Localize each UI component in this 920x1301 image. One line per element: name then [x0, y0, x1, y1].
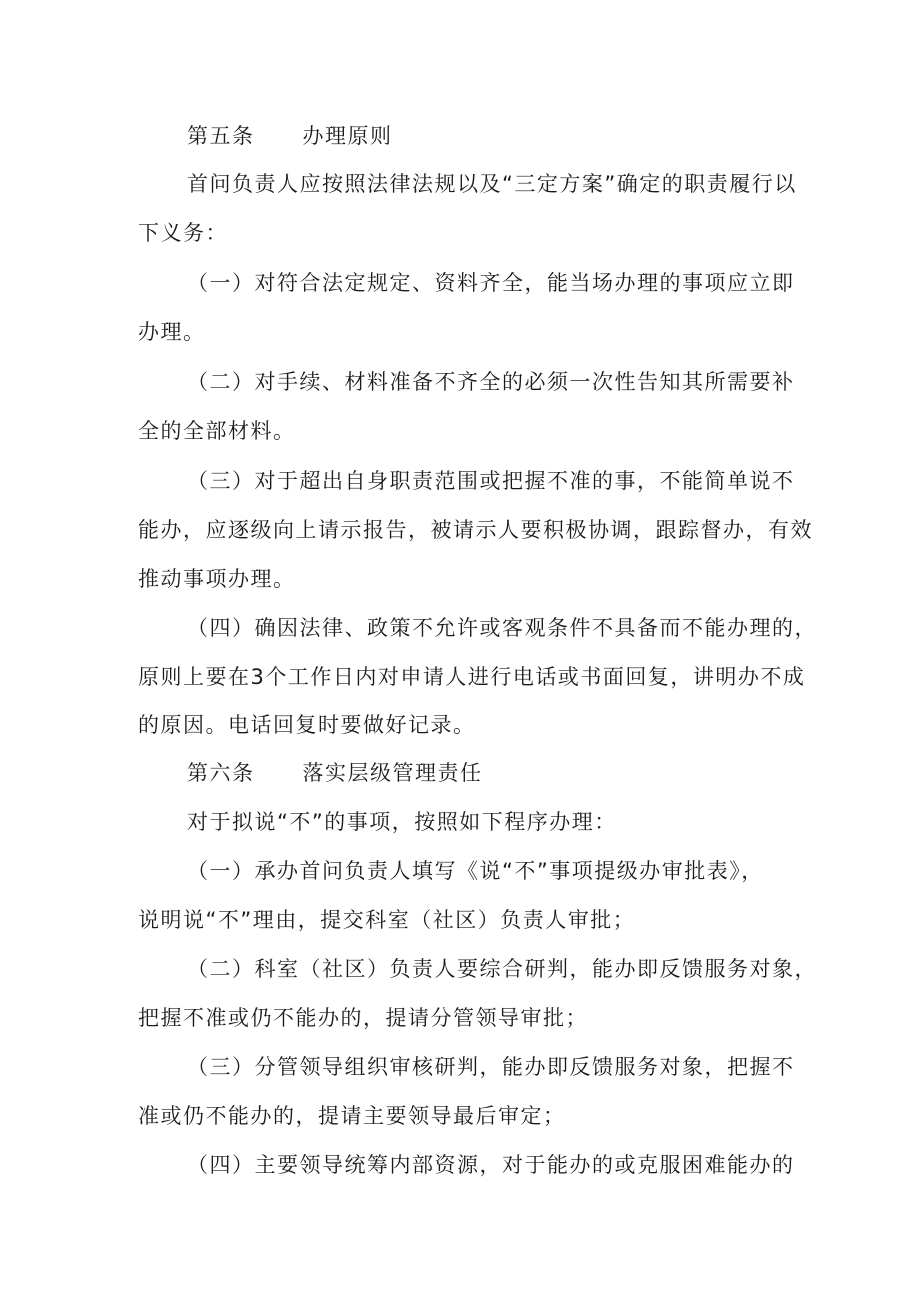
- article6-number: 第六条: [187, 761, 255, 785]
- article5-intro-line1: 首问负责人应按照法律法规以及“三定方案”确定的职责履行以: [187, 172, 797, 196]
- article5-item2-line1: （二）对手续、材料准备不齐全的必须一次性告知其所需要补: [187, 370, 795, 394]
- article6-item1-line2: 说明说“不”理由，提交科室（社区）负责人审批；: [138, 908, 636, 932]
- article5-heading: [187, 121, 837, 151]
- article6-heading: [187, 758, 837, 788]
- article6-title: 落实层级管理责任: [302, 761, 483, 785]
- article5-number: 第五条: [187, 124, 255, 148]
- article6-item3-line2: 准或仍不能办的，提请主要领导最后审定；: [138, 1104, 566, 1128]
- article6-item4-line1: （四）主要领导统筹内部资源，对于能办的或克服困难能办的: [187, 1153, 795, 1177]
- article5-item1-line1: （一）对符合法定规定、资料齐全，能当场办理的事项应立即: [187, 271, 795, 295]
- article5-item4-line2: 原则上要在3个工作日内对申请人进行电话或书面回复，讲明办不成: [138, 665, 806, 689]
- article5-item4-line3: 的原因。电话回复时要做好记录。: [138, 713, 476, 737]
- article6-item2-line1: （二）科室（社区）负责人要综合研判，能办即反馈服务对象，: [187, 957, 817, 981]
- article6-item2-line2: 把握不准或仍不能办的，提请分管领导审批；: [138, 1006, 588, 1030]
- article5-intro-line2: 下义务：: [138, 221, 228, 245]
- article5-item4-line1: （四）确因法律、政策不允许或客观条件不具备而不能办理的，: [187, 616, 817, 640]
- article5-item2-line2: 全的全部材料。: [138, 419, 296, 443]
- article6-item3-line1: （三）分管领导组织审核研判，能办即反馈服务对象，把握不: [187, 1055, 795, 1079]
- article6-intro: 对于拟说“不”的事项，按照如下程序办理：: [187, 810, 617, 834]
- article5-item3-line3: 推动事项办理。: [138, 567, 296, 591]
- article5-item1-line2: 办理。: [138, 320, 206, 344]
- article6-item1-line1: （一）承办首问负责人填写《说“不”事项提级办审批表》，: [187, 859, 764, 883]
- article5-item3-line2: 能办，应逐级向上请示报告，被请示人要积极协调，跟踪督办，有效: [138, 518, 813, 542]
- article5-item3-line1: （三）对于超出自身职责范围或把握不准的事，不能简单说不: [187, 469, 795, 493]
- article5-title: 办理原则: [302, 124, 393, 148]
